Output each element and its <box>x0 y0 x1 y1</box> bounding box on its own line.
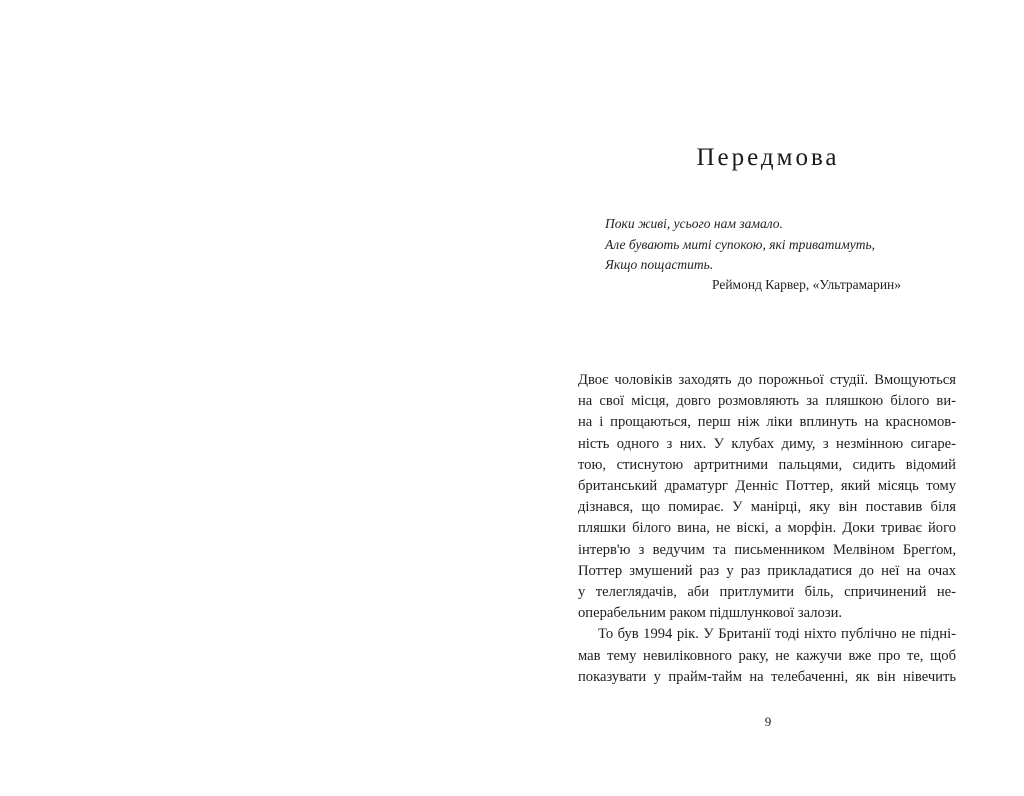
epigraph-line: Поки живі, усього нам замало. <box>605 216 783 231</box>
text-line: пляшки білого вина, не віскі, а морфін. Доки триває його <box>578 520 956 537</box>
text-line: ність одного з них. У клубах диму, з незмінною сигаре- <box>578 435 956 452</box>
epigraph <box>605 214 935 276</box>
epigraph-attribution: Реймонд Карвер, «Ультрамарин» <box>712 277 902 292</box>
paragraph-1 <box>578 370 956 624</box>
text-line: британський драматург Денніс Поттер, який місяць тому <box>578 478 956 495</box>
paragraph-2 <box>578 624 956 688</box>
text-line: на свої місця, довго розмовляють за пляшкою білого ви- <box>578 393 956 410</box>
chapter-title: Передмова <box>696 144 840 171</box>
text-line: Поттер змушений раз у раз прикладатися до неї на очах <box>578 562 956 579</box>
text-line: мав тему невиліковного раку, не кажучи вже про те, щоб <box>578 647 956 664</box>
epigraph-line: Але бувають миті супокою, які триватимуть, <box>605 236 876 252</box>
text-line: на і прощаються, перш ніж ліки вплинуть на красномов- <box>578 414 956 431</box>
epigraph-line: Якщо пощастить. <box>605 257 714 272</box>
text-line: тою, стиснутою артритними пальцями, сидить відомий <box>578 456 956 473</box>
text-line: То був 1994 рік. У Британії тоді ніхто публічно не підні- <box>598 626 956 643</box>
text-line: Двоє чоловіків заходять до порожньої студії. Вмощуються <box>578 372 956 388</box>
body-text <box>578 370 956 688</box>
right-page <box>512 0 1024 796</box>
text-line: дізнався, що помирає. У манірці, яку він поставив біля <box>578 499 956 516</box>
text-line: у телеглядачів, аби притлумити біль, спричинений не- <box>578 584 956 601</box>
text-line: інтерв'ю з ведучим та письменником Мелвіном Брегґом, <box>578 541 956 558</box>
text-line: показувати у прайм-тайм на телебаченні, як він нівечить <box>578 668 956 685</box>
page-number: 9 <box>764 714 772 729</box>
text-line: операбельним раком підшлункової залози. <box>578 605 843 622</box>
